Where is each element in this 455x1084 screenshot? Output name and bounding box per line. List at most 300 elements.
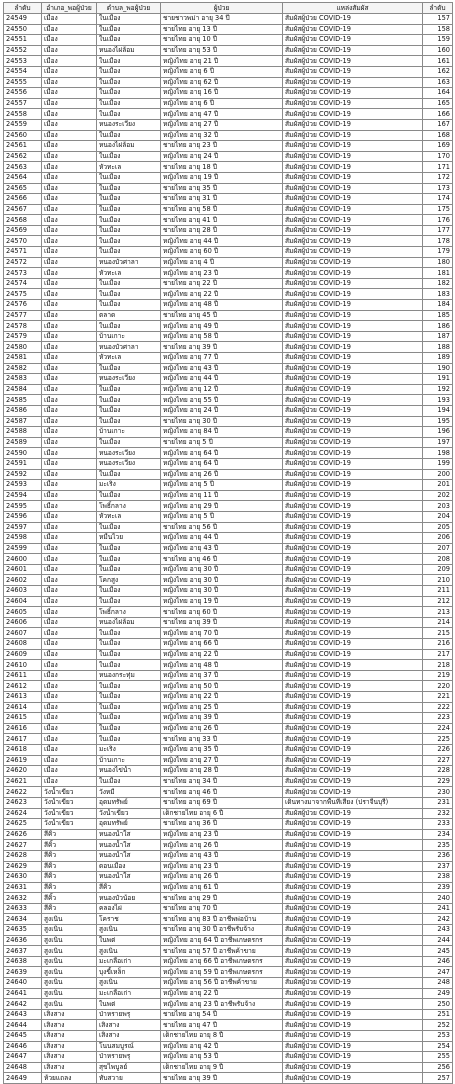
subdistrict-cell: วังหมี: [97, 787, 161, 798]
table-row: [4, 130, 453, 141]
case-number-cell: 24617: [4, 734, 42, 745]
order-cell: 208: [423, 554, 453, 565]
order-cell: 228: [423, 766, 453, 777]
order-cell: 238: [423, 872, 453, 883]
district-cell: เมือง: [42, 596, 97, 607]
district-cell: เมือง: [42, 278, 97, 289]
exposure-source-cell: สัมผัสผู้ป่วย COVID-19: [283, 427, 423, 438]
case-number-cell: 24605: [4, 607, 42, 618]
district-cell: สูงเนิน: [42, 999, 97, 1010]
table-row: [4, 77, 453, 88]
table-row: [4, 978, 453, 989]
case-number-cell: 24612: [4, 681, 42, 692]
patient-cell: หญิงไทย อายุ 39 ปี: [161, 713, 283, 724]
district-cell: เสิงสาง: [42, 1062, 97, 1073]
case-number-cell: 24582: [4, 363, 42, 374]
subdistrict-cell: ตลาด: [97, 310, 161, 321]
patient-cell: ชายชาวพม่า อายุ 34 ปี: [161, 14, 283, 25]
exposure-source-cell: สัมผัสผู้ป่วย COVID-19: [283, 935, 423, 946]
case-number-cell: 24634: [4, 914, 42, 925]
subdistrict-cell: มะเกลือเก่า: [97, 956, 161, 967]
table-row: [4, 194, 453, 205]
district-cell: เมือง: [42, 766, 97, 777]
case-number-cell: 24641: [4, 988, 42, 999]
table-row: [4, 331, 453, 342]
table-row: [4, 119, 453, 130]
exposure-source-cell: สัมผัสผู้ป่วย COVID-19: [283, 596, 423, 607]
case-number-cell: 24578: [4, 321, 42, 332]
exposure-source-cell: สัมผัสผู้ป่วย COVID-19: [283, 374, 423, 385]
order-cell: 233: [423, 819, 453, 830]
table-row: [4, 215, 453, 226]
patient-cell: หญิงไทย อายุ 56 ปี อาชีพค้าขาย: [161, 978, 283, 989]
order-cell: 173: [423, 183, 453, 194]
subdistrict-cell: หนองระเวียง: [97, 448, 161, 459]
case-number-cell: 24594: [4, 490, 42, 501]
patient-cell: หญิงไทย อายุ 47 ปี: [161, 109, 283, 120]
case-number-cell: 24552: [4, 45, 42, 56]
district-cell: เมือง: [42, 247, 97, 258]
table-row: [4, 607, 453, 618]
patient-cell: หญิงไทย อายุ 59 ปี อาชีพเกษตรกร: [161, 967, 283, 978]
case-number-cell: 24604: [4, 596, 42, 607]
district-cell: เมือง: [42, 289, 97, 300]
exposure-source-cell: สัมผัสผู้ป่วย COVID-19: [283, 850, 423, 861]
order-cell: 243: [423, 925, 453, 936]
subdistrict-cell: หนองไข่น้ำ: [97, 766, 161, 777]
case-number-cell: 24588: [4, 427, 42, 438]
case-number-cell: 24621: [4, 776, 42, 787]
header-order: ลำดับ: [423, 3, 453, 14]
patient-cell: หญิงไทย อายุ 25 ปี: [161, 702, 283, 713]
subdistrict-cell: มะเริง: [97, 744, 161, 755]
order-cell: 188: [423, 342, 453, 353]
order-cell: 194: [423, 405, 453, 416]
subdistrict-cell: หมื่นไวย: [97, 533, 161, 544]
district-cell: เมือง: [42, 554, 97, 565]
subdistrict-cell: หนองระเวียง: [97, 458, 161, 469]
case-number-cell: 24614: [4, 702, 42, 713]
case-number-cell: 24564: [4, 172, 42, 183]
table-row: [4, 840, 453, 851]
district-cell: เมือง: [42, 363, 97, 374]
case-number-cell: 24642: [4, 999, 42, 1010]
subdistrict-cell: หัวทะเล: [97, 511, 161, 522]
exposure-source-cell: สัมผัสผู้ป่วย COVID-19: [283, 903, 423, 914]
table-row: [4, 437, 453, 448]
order-cell: 224: [423, 723, 453, 734]
order-cell: 157: [423, 14, 453, 25]
table-row: [4, 829, 453, 840]
table-row: [4, 56, 453, 67]
patient-cell: หญิงไทย อายุ 64 ปี: [161, 448, 283, 459]
district-cell: เมือง: [42, 490, 97, 501]
subdistrict-cell: ในเมือง: [97, 300, 161, 311]
table-row: [4, 14, 453, 25]
order-cell: 207: [423, 543, 453, 554]
order-cell: 215: [423, 628, 453, 639]
table-row: [4, 395, 453, 406]
exposure-source-cell: สัมผัสผู้ป่วย COVID-19: [283, 278, 423, 289]
table-row: [4, 45, 453, 56]
order-cell: 174: [423, 194, 453, 205]
case-number-cell: 24559: [4, 119, 42, 130]
order-cell: 239: [423, 882, 453, 893]
header-case-number: ลำดับ: [4, 3, 42, 14]
table-row: [4, 321, 453, 332]
table-header: [4, 3, 453, 14]
case-number-cell: 24637: [4, 946, 42, 957]
exposure-source-cell: สัมผัสผู้ป่วย COVID-19: [283, 395, 423, 406]
district-cell: เมือง: [42, 416, 97, 427]
order-cell: 201: [423, 480, 453, 491]
district-cell: วังน้ำเขียว: [42, 787, 97, 798]
table-row: [4, 363, 453, 374]
subdistrict-cell: ในเมือง: [97, 723, 161, 734]
order-cell: 256: [423, 1062, 453, 1073]
patient-cell: ชายไทย อายุ 23 ปี: [161, 141, 283, 152]
district-cell: เมือง: [42, 384, 97, 395]
table-row: [4, 564, 453, 575]
case-number-cell: 24557: [4, 98, 42, 109]
subdistrict-cell: ในเมือง: [97, 88, 161, 99]
case-number-cell: 24577: [4, 310, 42, 321]
order-cell: 184: [423, 300, 453, 311]
order-cell: 217: [423, 649, 453, 660]
subdistrict-cell: ในเมือง: [97, 130, 161, 141]
patient-cell: หญิงไทย อายุ 30 ปี: [161, 586, 283, 597]
subdistrict-cell: ในเมือง: [97, 405, 161, 416]
table-row: [4, 967, 453, 978]
exposure-source-cell: สัมผัสผู้ป่วย COVID-19: [283, 289, 423, 300]
table-row: [4, 35, 453, 46]
district-cell: สูงเนิน: [42, 967, 97, 978]
order-cell: 242: [423, 914, 453, 925]
exposure-source-cell: สัมผัสผู้ป่วย COVID-19: [283, 236, 423, 247]
subdistrict-cell: ในพต่: [97, 999, 161, 1010]
subdistrict-cell: ในเมือง: [97, 151, 161, 162]
table-row: [4, 681, 453, 692]
table-row: [4, 956, 453, 967]
exposure-source-cell: สัมผัสผู้ป่วย COVID-19: [283, 1031, 423, 1042]
district-cell: สูงเนิน: [42, 956, 97, 967]
case-number-cell: 24573: [4, 268, 42, 279]
patient-cell: หญิงไทย อายุ 66 ปี อาชีพเกษตรกร: [161, 956, 283, 967]
table-row: [4, 427, 453, 438]
exposure-source-cell: สัมผัสผู้ป่วย COVID-19: [283, 480, 423, 491]
district-cell: ห้วยแถลง: [42, 1073, 97, 1084]
case-number-cell: 24599: [4, 543, 42, 554]
case-number-cell: 24561: [4, 141, 42, 152]
order-cell: 216: [423, 639, 453, 650]
case-number-cell: 24568: [4, 215, 42, 226]
table-row: [4, 903, 453, 914]
table-row: [4, 755, 453, 766]
order-cell: 206: [423, 533, 453, 544]
order-cell: 227: [423, 755, 453, 766]
table-body: [4, 14, 453, 1084]
patient-cell: หญิงไทย อายุ 48 ปี: [161, 660, 283, 671]
exposure-source-cell: สัมผัสผู้ป่วย COVID-19: [283, 829, 423, 840]
case-number-cell: 24648: [4, 1062, 42, 1073]
order-cell: 166: [423, 109, 453, 120]
exposure-source-cell: สัมผัสผู้ป่วย COVID-19: [283, 56, 423, 67]
case-number-cell: 24647: [4, 1052, 42, 1063]
patient-cell: หญิงไทย อายุ 53 ปี: [161, 1052, 283, 1063]
header-subdistrict: ตำบล_พอผู้ป่วย: [97, 3, 161, 14]
subdistrict-cell: ในเมือง: [97, 692, 161, 703]
patient-cell: หญิงไทย อายุ 49 ปี: [161, 321, 283, 332]
exposure-source-cell: สัมผัสผู้ป่วย COVID-19: [283, 914, 423, 925]
district-cell: เมือง: [42, 734, 97, 745]
exposure-source-cell: สัมผัสผู้ป่วย COVID-19: [283, 564, 423, 575]
subdistrict-cell: ในเมือง: [97, 66, 161, 77]
case-number-cell: 24562: [4, 151, 42, 162]
district-cell: เสิงสาง: [42, 1009, 97, 1020]
table-row: [4, 713, 453, 724]
district-cell: เมือง: [42, 66, 97, 77]
patient-cell: หญิงไทย อายุ 30 ปี: [161, 564, 283, 575]
subdistrict-cell: หนองน้ำใส: [97, 829, 161, 840]
subdistrict-cell: โนนสมบูรณ์: [97, 1041, 161, 1052]
order-cell: 187: [423, 331, 453, 342]
patient-cell: เด็กชายไทย อายุ 6 ปี: [161, 808, 283, 819]
case-number-cell: 24560: [4, 130, 42, 141]
order-cell: 167: [423, 119, 453, 130]
case-number-cell: 24620: [4, 766, 42, 777]
order-cell: 161: [423, 56, 453, 67]
patient-cell: หญิงไทย อายุ 6 ปี: [161, 66, 283, 77]
subdistrict-cell: หัวทะเล: [97, 353, 161, 364]
patient-cell: หญิงไทย อายุ 32 ปี: [161, 130, 283, 141]
patient-cell: ชายไทย อายุ 41 ปี: [161, 215, 283, 226]
table-row: [4, 999, 453, 1010]
district-cell: เมือง: [42, 268, 97, 279]
exposure-source-cell: สัมผัสผู้ป่วย COVID-19: [283, 533, 423, 544]
exposure-source-cell: สัมผัสผู้ป่วย COVID-19: [283, 300, 423, 311]
district-cell: เมือง: [42, 543, 97, 554]
exposure-source-cell: สัมผัสผู้ป่วย COVID-19: [283, 1009, 423, 1020]
district-cell: เมือง: [42, 617, 97, 628]
order-cell: 210: [423, 575, 453, 586]
district-cell: สีคิ้ว: [42, 903, 97, 914]
exposure-source-cell: สัมผัสผู้ป่วย COVID-19: [283, 88, 423, 99]
subdistrict-cell: วังน้ำเขียว: [97, 808, 161, 819]
order-cell: 230: [423, 787, 453, 798]
case-number-cell: 24574: [4, 278, 42, 289]
exposure-source-cell: สัมผัสผู้ป่วย COVID-19: [283, 66, 423, 77]
patient-cell: หญิงไทย อายุ 64 ปี: [161, 458, 283, 469]
exposure-source-cell: สัมผัสผู้ป่วย COVID-19: [283, 744, 423, 755]
table-row: [4, 405, 453, 416]
exposure-source-cell: สัมผัสผู้ป่วย COVID-19: [283, 988, 423, 999]
patient-cell: หญิงไทย อายุ 35 ปี: [161, 744, 283, 755]
patient-cell: หญิงไทย อายุ 23 ปี: [161, 829, 283, 840]
patient-cell: หญิงไทย อายุ 16 ปี: [161, 88, 283, 99]
table-row: [4, 925, 453, 936]
subdistrict-cell: ในเมือง: [97, 77, 161, 88]
exposure-source-cell: สัมผัสผู้ป่วย COVID-19: [283, 776, 423, 787]
patient-cell: หญิงไทย อายุ 27 ปี: [161, 755, 283, 766]
table-row: [4, 501, 453, 512]
exposure-source-cell: สัมผัสผู้ป่วย COVID-19: [283, 713, 423, 724]
exposure-source-cell: สัมผัสผู้ป่วย COVID-19: [283, 448, 423, 459]
district-cell: เมือง: [42, 310, 97, 321]
order-cell: 189: [423, 353, 453, 364]
exposure-source-cell: สัมผัสผู้ป่วย COVID-19: [283, 1062, 423, 1073]
patient-cell: ชายไทย อายุ 39 ปี: [161, 617, 283, 628]
patient-cell: ชายไทย อายุ 22 ปี: [161, 278, 283, 289]
subdistrict-cell: มะเริง: [97, 480, 161, 491]
patient-cell: หญิงไทย อายุ 11 ปี: [161, 490, 283, 501]
exposure-source-cell: สัมผัสผู้ป่วย COVID-19: [283, 384, 423, 395]
case-number-cell: 24558: [4, 109, 42, 120]
case-number-cell: 24639: [4, 967, 42, 978]
subdistrict-cell: ในเมือง: [97, 363, 161, 374]
exposure-source-cell: สัมผัสผู้ป่วย COVID-19: [283, 1052, 423, 1063]
case-number-cell: 24613: [4, 692, 42, 703]
patient-cell: หญิงไทย อายุ 64 ปี อาชีพเกษตรกร: [161, 935, 283, 946]
order-cell: 205: [423, 522, 453, 533]
patient-cell: หญิงไทย อายุ 26 ปี: [161, 872, 283, 883]
district-cell: เมือง: [42, 713, 97, 724]
patient-cell: ชายไทย อายุ 39 ปี: [161, 342, 283, 353]
order-cell: 181: [423, 268, 453, 279]
patient-cell: หญิงไทย อายุ 22 ปี: [161, 649, 283, 660]
patient-cell: เด็กชายไทย อายุ 9 ปี: [161, 1062, 283, 1073]
district-cell: เมือง: [42, 194, 97, 205]
patient-cell: หญิงไทย อายุ 37 ปี: [161, 670, 283, 681]
exposure-source-cell: สัมผัสผู้ป่วย COVID-19: [283, 501, 423, 512]
subdistrict-cell: ในเมือง: [97, 649, 161, 660]
exposure-source-cell: สัมผัสผู้ป่วย COVID-19: [283, 268, 423, 279]
patient-cell: ชายไทย อายุ 53 ปี: [161, 45, 283, 56]
order-cell: 222: [423, 702, 453, 713]
district-cell: เมือง: [42, 225, 97, 236]
exposure-source-cell: สัมผัสผู้ป่วย COVID-19: [283, 98, 423, 109]
order-cell: 226: [423, 744, 453, 755]
subdistrict-cell: ในเมือง: [97, 437, 161, 448]
case-number-cell: 24649: [4, 1073, 42, 1084]
order-cell: 218: [423, 660, 453, 671]
subdistrict-cell: เสิงสาง: [97, 1031, 161, 1042]
patient-cell: ชายไทย อายุ 30 ปี อาชีพรับจ้าง: [161, 925, 283, 936]
patient-cell: หญิงไทย อายุ 70 ปี: [161, 628, 283, 639]
subdistrict-cell: หนองบัวน้อย: [97, 893, 161, 904]
patient-cell: ชายไทย อายุ 34 ปี: [161, 776, 283, 787]
table-row: [4, 787, 453, 798]
table-row: [4, 204, 453, 215]
exposure-source-cell: สัมผัสผู้ป่วย COVID-19: [283, 755, 423, 766]
exposure-source-cell: สัมผัสผู้ป่วย COVID-19: [283, 321, 423, 332]
table-row: [4, 1020, 453, 1031]
exposure-source-cell: สัมผัสผู้ป่วย COVID-19: [283, 437, 423, 448]
patient-cell: หญิงไทย อายุ 26 ปี: [161, 469, 283, 480]
case-number-cell: 24626: [4, 829, 42, 840]
table-row: [4, 289, 453, 300]
case-number-cell: 24580: [4, 342, 42, 353]
patient-cell: ชายไทย อายุ 31 ปี: [161, 194, 283, 205]
subdistrict-cell: ในเมือง: [97, 702, 161, 713]
case-number-cell: 24643: [4, 1009, 42, 1020]
district-cell: เมือง: [42, 130, 97, 141]
subdistrict-cell: สูงเนิน: [97, 946, 161, 957]
patient-cell: ชายไทย อายุ 5 ปี: [161, 437, 283, 448]
district-cell: เมือง: [42, 448, 97, 459]
patient-cell: หญิงไทย อายุ 42 ปี: [161, 1041, 283, 1052]
district-cell: เมือง: [42, 77, 97, 88]
case-number-cell: 24566: [4, 194, 42, 205]
subdistrict-cell: ในเมือง: [97, 236, 161, 247]
case-number-cell: 24554: [4, 66, 42, 77]
patient-cell: เด็กชายไทย อายุ 8 ปี: [161, 1031, 283, 1042]
order-cell: 241: [423, 903, 453, 914]
table-row: [4, 1041, 453, 1052]
subdistrict-cell: โพธิ์กลาง: [97, 607, 161, 618]
table-row: [4, 692, 453, 703]
table-row: [4, 734, 453, 745]
district-cell: เมือง: [42, 776, 97, 787]
exposure-source-cell: สัมผัสผู้ป่วย COVID-19: [283, 702, 423, 713]
district-cell: สีคิ้ว: [42, 829, 97, 840]
order-cell: 250: [423, 999, 453, 1010]
case-number-cell: 24567: [4, 204, 42, 215]
exposure-source-cell: สัมผัสผู้ป่วย COVID-19: [283, 522, 423, 533]
case-number-cell: 24551: [4, 35, 42, 46]
subdistrict-cell: ในเมือง: [97, 776, 161, 787]
case-number-cell: 24581: [4, 353, 42, 364]
case-number-cell: 24585: [4, 395, 42, 406]
district-cell: เมือง: [42, 151, 97, 162]
subdistrict-cell: ในเมือง: [97, 172, 161, 183]
order-cell: 212: [423, 596, 453, 607]
district-cell: เมือง: [42, 215, 97, 226]
subdistrict-cell: อุดมทรัพย์: [97, 797, 161, 808]
patient-cell: หญิงไทย อายุ 55 ปี: [161, 395, 283, 406]
exposure-source-cell: สัมผัสผู้ป่วย COVID-19: [283, 225, 423, 236]
order-cell: 237: [423, 861, 453, 872]
district-cell: เมือง: [42, 300, 97, 311]
order-cell: 203: [423, 501, 453, 512]
subdistrict-cell: สีคิ้ว: [97, 882, 161, 893]
case-number-cell: 24618: [4, 744, 42, 755]
case-number-cell: 24584: [4, 384, 42, 395]
district-cell: เสิงสาง: [42, 1041, 97, 1052]
order-cell: 221: [423, 692, 453, 703]
header-exposure-source: แหล่งสัมผัส: [283, 3, 423, 14]
table-row: [4, 893, 453, 904]
district-cell: เมือง: [42, 405, 97, 416]
district-cell: เมือง: [42, 109, 97, 120]
subdistrict-cell: ทับสวาย: [97, 1073, 161, 1084]
case-number-cell: 24553: [4, 56, 42, 67]
order-cell: 244: [423, 935, 453, 946]
case-number-cell: 24633: [4, 903, 42, 914]
patient-cell: หญิงไทย อายุ 23 ปี: [161, 861, 283, 872]
exposure-source-cell: สัมผัสผู้ป่วย COVID-19: [283, 405, 423, 416]
subdistrict-cell: ในเมือง: [97, 384, 161, 395]
case-number-cell: 24640: [4, 978, 42, 989]
case-number-cell: 24592: [4, 469, 42, 480]
patient-cell: หญิงไทย อายุ 19 ปี: [161, 172, 283, 183]
exposure-source-cell: สัมผัสผู้ป่วย COVID-19: [283, 215, 423, 226]
subdistrict-cell: หัวทะเล: [97, 268, 161, 279]
subdistrict-cell: โพธิ์กลาง: [97, 501, 161, 512]
order-cell: 248: [423, 978, 453, 989]
table-row: [4, 914, 453, 925]
table-row: [4, 988, 453, 999]
table-row: [4, 268, 453, 279]
